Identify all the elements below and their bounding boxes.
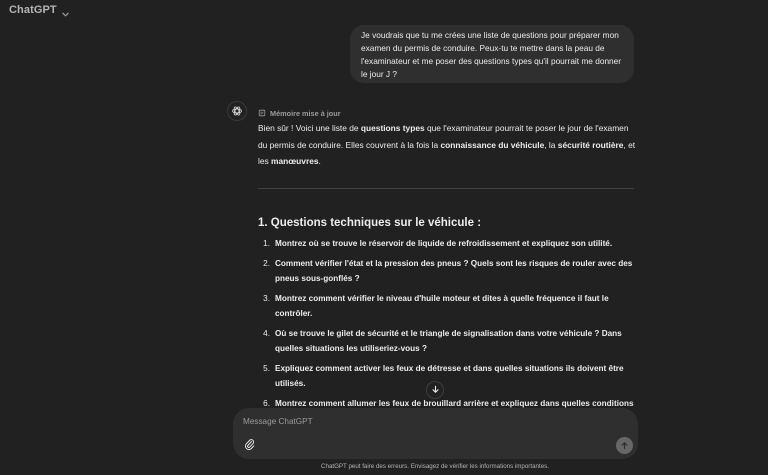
intro-text-5: . [318, 156, 321, 166]
memory-updated-label: Mémoire mise à jour [270, 108, 341, 118]
section-heading: 1. Questions techniques sur le véhicule : [258, 217, 482, 229]
openai-logo-icon [227, 101, 247, 121]
send-button[interactable] [616, 437, 633, 454]
intro-text-2: que l'examinateur pourrait te poser le jour de l'examen du permis de conduire. Elles couvrent à la fois la [258, 123, 629, 150]
list-item-text: Montrez comment vérifier le niveau d'huile moteur et dites à quelle fréquence il faut le contrôler. [275, 294, 609, 318]
list-item-number: 1. [263, 239, 270, 248]
top-bar [0, 0, 768, 24]
list-item [258, 291, 634, 321]
intro-bold-4: manœuvres [271, 156, 319, 166]
attach-button[interactable] [241, 438, 257, 454]
message-input[interactable]: Message ChatGPT [243, 417, 313, 426]
user-message-bubble [350, 25, 634, 83]
intro-bold-2: connaissance du véhicule [440, 139, 545, 150]
user-message-text: Je voudrais que tu me crées une liste de questions pour préparer mon examen du permis de conduire. Peux-tu te mettre dans la peau de l'examinateur et me poser des questions types qu'il pourrait me donner le jour J ? [361, 30, 622, 79]
model-selector-button[interactable] [9, 4, 70, 16]
list-item-number: 3. [263, 294, 270, 303]
chevron-down-icon [61, 6, 70, 15]
message-composer [233, 408, 638, 459]
list-item-number: 6. [263, 399, 270, 408]
list-item-text: Où se trouve le gilet de sécurité et le triangle de signalisation dans votre véhicule ? Dans quelles situations les utiliseriez-vous ? [275, 329, 622, 353]
list-item-text: Montrez comment allumer les feux de brouillard arrière et expliquez dans quelles conditions [275, 399, 634, 408]
model-name: ChatGPT [9, 4, 57, 16]
list-item [258, 326, 634, 356]
intro-text-1: Bien sûr ! Voici une liste de [258, 123, 361, 133]
intro-bold-3: sécurité routière [557, 139, 624, 150]
intro-text-4: , et les [258, 139, 636, 166]
assistant-intro-paragraph [258, 120, 638, 170]
disclaimer-text: ChatGPT peut faire des erreurs. Envisagez de vérifier les informations importantes. [321, 463, 549, 470]
list-item [258, 256, 634, 286]
list-item [258, 361, 634, 391]
divider [258, 188, 634, 189]
list-item-number: 4. [263, 329, 270, 338]
intro-text-3: , la [544, 139, 558, 150]
scroll-to-bottom-button[interactable] [426, 381, 444, 399]
list-item-text: Comment vérifier l'état et la pression des pneus ? Quels sont les risques de rouler avec des pneus sous-gonflés ? [275, 259, 633, 283]
list-item-number: 2. [263, 259, 270, 268]
list-item-text: Montrez où se trouve le réservoir de liquide de refroidissement et expliquez son utilité. [275, 239, 613, 248]
intro-bold-1: questions types [360, 123, 425, 133]
list-item [258, 236, 634, 251]
questions-list [258, 236, 634, 416]
list-item-number: 5. [263, 364, 270, 373]
arrow-up-icon [620, 437, 629, 455]
arrow-down-icon [431, 381, 440, 399]
paperclip-icon [244, 437, 255, 455]
list-item-text: Expliquez comment activer les feux de détresse et dans quelles situations ils doivent être utilisés. [275, 364, 624, 388]
